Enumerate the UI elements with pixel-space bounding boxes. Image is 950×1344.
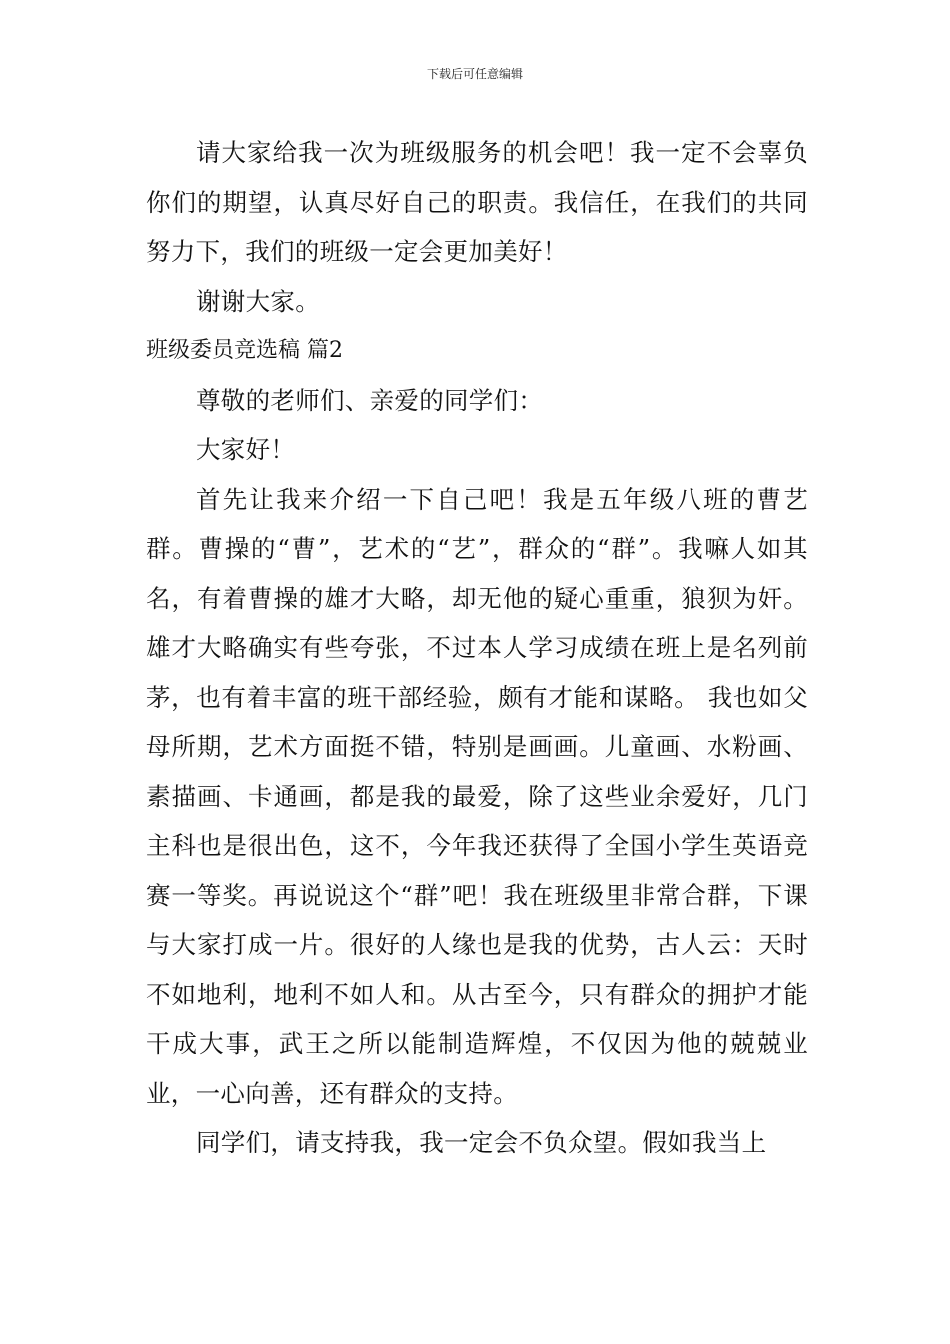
document-body [146, 128, 808, 1168]
section-heading: 班级委员竞选稿 篇2 [146, 338, 343, 363]
page-header-note: 下载后可任意编辑 [426, 67, 523, 81]
paragraph-salutation: 尊敬的老师们、亲爱的同学们： [196, 385, 544, 415]
paragraph-self-introduction: 首先让我来介绍一下自己吧！我是五年级八班的曹艺群。曹操的“曹”，艺术的“艺”，群众的“群”。我嘛人如其名，有着曹操的雄才大略，却无他的疑心重重，狼狈为奸。雄才大略确实有些夸张，不过本人学习成绩在班上是名列前茅，也有着丰富的班干部经验，颇有才能和谋略。 我也如父母所期，艺术方面挺不错，特别是画画。儿童画、水粉画、素描画、卡通画，都是我的最爱，除了这些业余爱好，几门主科也是很出色，这不，今年我还获得了全国小学生英语竞赛一等奖。再说说这个“群”吧！我在班级里非常合群，下课与大家打成一片。很好的人缘也是我的优势，古人云：天时不如地利，地利不如人和。从古至今，只有群众的拥护才能干成大事，武王之所以能制造辉煌，不仅因为他的兢兢业业，一心向善，还有群众的支持。 [146, 484, 808, 1108]
paragraph-greeting: 大家好！ [196, 435, 296, 464]
paragraph-closing-appeal: 请大家给我一次为班级服务的机会吧！我一定不会辜负你们的期望，认真尽好自己的职责。我信任，在我们的共同努力下，我们的班级一定会更加美好！ [146, 138, 808, 266]
paragraph-appeal: 同学们，请支持我，我一定会不负众望。假如我当上 [196, 1128, 767, 1157]
paragraph-thanks: 谢谢大家。 [196, 286, 320, 316]
